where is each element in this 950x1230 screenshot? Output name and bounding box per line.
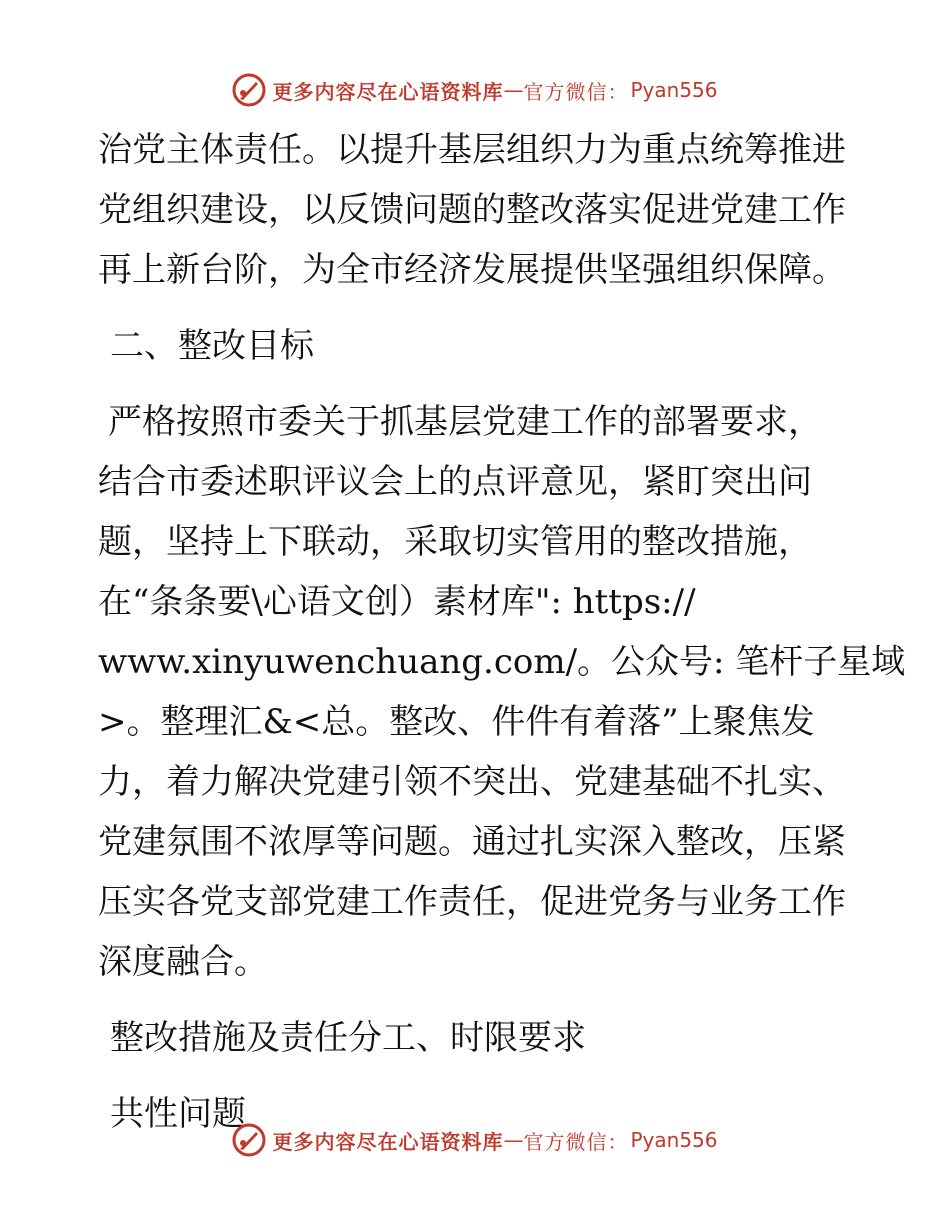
section-heading-goal: 二、整改目标 (110, 326, 314, 366)
quill-logo-icon (232, 1123, 266, 1157)
banner-wechat-label: 官方微信： (523, 1129, 629, 1154)
banner-dash: — (503, 78, 524, 102)
text-line: 严格按照市委关于抓基层党建工作的部署要求， (108, 402, 822, 442)
text-line: 结合市委述职评议会上的点评意见，紧盯突出问 (98, 462, 812, 502)
text-line: 党组织建设，以反馈问题的整改落实促进党建工作 (98, 190, 846, 230)
text-line: 题，坚持上下联动，采取切实管用的整改措施， (98, 522, 812, 562)
paragraph-intro (98, 120, 858, 300)
text-line: 党建氛围不浓厚等问题。通过扎实深入整改，压紧 (98, 822, 846, 862)
banner-main-text: 更多内容尽在心语资料库 (272, 1129, 504, 1154)
banner-wechat-label: 官方微信： (523, 79, 629, 104)
banner-wechat-id: Pyan556 (630, 1128, 718, 1152)
text-line: 在“条条要\心语文创）素材库": https:// (98, 582, 696, 622)
text-line: 压实各党支部党建工作责任，促进党务与业务工作 (98, 882, 846, 922)
section-heading-measures: 整改措施及责任分工、时限要求 (110, 1018, 586, 1058)
banner-main-text: 更多内容尽在心语资料库 (272, 79, 504, 104)
banner-dash: — (503, 1128, 524, 1152)
paragraph-goal (98, 392, 906, 992)
text-line: 治党主体责任。以提升基层组织力为重点统筹推进 (98, 130, 846, 170)
document-body (98, 120, 906, 1144)
quill-logo-icon (232, 73, 266, 107)
text-line: www.xinyuwenchuang.com/。公众号: 笔杆子星域 (98, 642, 906, 682)
text-line: >。整理汇&<总。整改、件件有着落”上聚焦发 (98, 702, 815, 742)
text-line: 深度融合。 (98, 942, 268, 982)
banner-wechat-id: Pyan556 (630, 78, 718, 102)
text-line: 再上新台阶，为全市经济发展提供坚强组织保障。 (98, 250, 846, 290)
header-watermark-banner (0, 70, 950, 110)
text-line: 力，着力解决党建引领不突出、党建基础不扎实、 (98, 762, 846, 802)
footer-watermark-banner (0, 1120, 950, 1160)
section-heading-common-issues: 共性问题 (110, 1094, 246, 1134)
